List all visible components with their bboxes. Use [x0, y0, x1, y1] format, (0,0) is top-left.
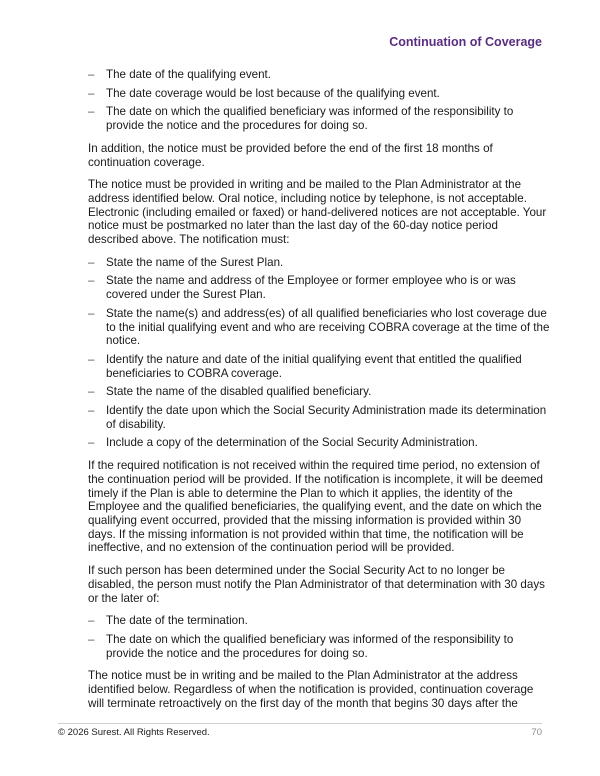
list-item-text: Include a copy of the determination of the Social Security Administration.	[106, 436, 478, 450]
dash-bullet-icon: –	[88, 105, 95, 119]
list-item-text: State the name of the disabled qualified beneficiary.	[106, 385, 372, 399]
dash-bullet-icon: –	[88, 274, 95, 288]
paragraph-no-longer-disabled: If such person has been determined under the Social Security Act to no longer be disabled, the person must notify the Plan Administrator of that determination with 30 days or the later of:	[88, 564, 545, 605]
paragraph-incomplete-notification: If the required notification is not received within the required time period, no extension of the continuation period will be provided. If the notification is incomplete, it will be deemed timely if the Plan is able to determine the Plan to which it applies, the identity of the Employee and the qualified beneficiaries, the qualifying event, and the date on which the qualifying event occurred, provided that the missing information is provided within 30 days. If the missing information is not provided within that time, the notification will be ineffective, and no extension of the continuation period will be provided.	[88, 459, 543, 555]
list-item	[88, 256, 550, 270]
list-item-text: The date on which the qualified beneficiary was informed of the responsibility to provide the notice and the procedures for doing so.	[106, 632, 514, 660]
paragraph-18-months: In addition, the notice must be provided before the end of the first 18 months of continuation coverage.	[88, 141, 493, 169]
dash-bullet-icon: –	[88, 86, 95, 100]
list-item	[88, 436, 550, 450]
bullet-list-1	[88, 68, 550, 133]
dash-bullet-icon: –	[88, 436, 95, 450]
dash-bullet-icon: –	[88, 614, 95, 628]
list-item-text: Identify the nature and date of the initial qualifying event that entitled the qualified beneficiaries to COBRA coverage.	[106, 352, 522, 380]
paragraph-notice-requirements: The notice must be provided in writing and be mailed to the Plan Administrator at the address identified below. Oral notice, including notice by telephone, is not acceptable. Electronic (including emailed or faxed) or hand-delivered notices are not acceptable. Your notice must be postmarked no later than the last day of the 60-day notice period described above. The notification must:	[88, 178, 547, 247]
list-item-text: The date of the termination.	[106, 614, 248, 628]
dash-bullet-icon: –	[88, 306, 95, 320]
list-item	[88, 307, 550, 348]
dash-bullet-icon: –	[88, 404, 95, 418]
dash-bullet-icon: –	[88, 385, 95, 399]
footer-copyright: © 2026 Surest. All Rights Reserved.	[58, 727, 210, 738]
list-item-text: The date of the qualifying event.	[106, 68, 272, 81]
list-item-text: The date coverage would be lost because of the qualifying event.	[106, 86, 440, 100]
document-body	[88, 68, 550, 719]
dash-bullet-icon: –	[88, 255, 95, 269]
bullet-list-3	[88, 614, 550, 660]
list-item	[88, 385, 550, 399]
footer-divider	[58, 723, 542, 724]
list-item-text: Identify the date upon which the Social Security Administration made its determination of disability.	[106, 404, 547, 431]
dash-bullet-icon: –	[88, 352, 95, 366]
list-item-text: The date on which the qualified beneficiary was informed of the responsibility to provide the notice and the procedures for doing so.	[106, 105, 514, 133]
list-item	[88, 404, 550, 431]
list-item	[88, 105, 550, 132]
list-item-text: State the name(s) and address(es) of all qualified beneficiaries who lost coverage due to the initial qualifying event and who are receiving COBRA coverage at the time of the notice.	[106, 306, 550, 348]
list-item	[88, 633, 550, 660]
paragraph-retroactive-termination: The notice must be in writing and be mailed to the Plan Administrator at the address identified below. Regardless of when the notification is provided, continuation coverage will terminate retroactively on the first day of the month that begins 30 days after the	[88, 669, 534, 710]
dash-bullet-icon: –	[88, 68, 95, 81]
footer-page-number: 70	[531, 727, 542, 738]
list-item	[88, 68, 550, 82]
dash-bullet-icon: –	[88, 632, 95, 646]
list-item-text: State the name of the Surest Plan.	[106, 255, 284, 269]
list-item-text: State the name and address of the Employee or former employee who is or was covered under the Surest Plan.	[106, 274, 516, 302]
page-header-title: Continuation of Coverage	[389, 35, 542, 49]
list-item	[88, 87, 550, 101]
list-item	[88, 353, 550, 380]
list-item	[88, 274, 550, 301]
bullet-list-2	[88, 256, 550, 450]
list-item	[88, 614, 550, 628]
